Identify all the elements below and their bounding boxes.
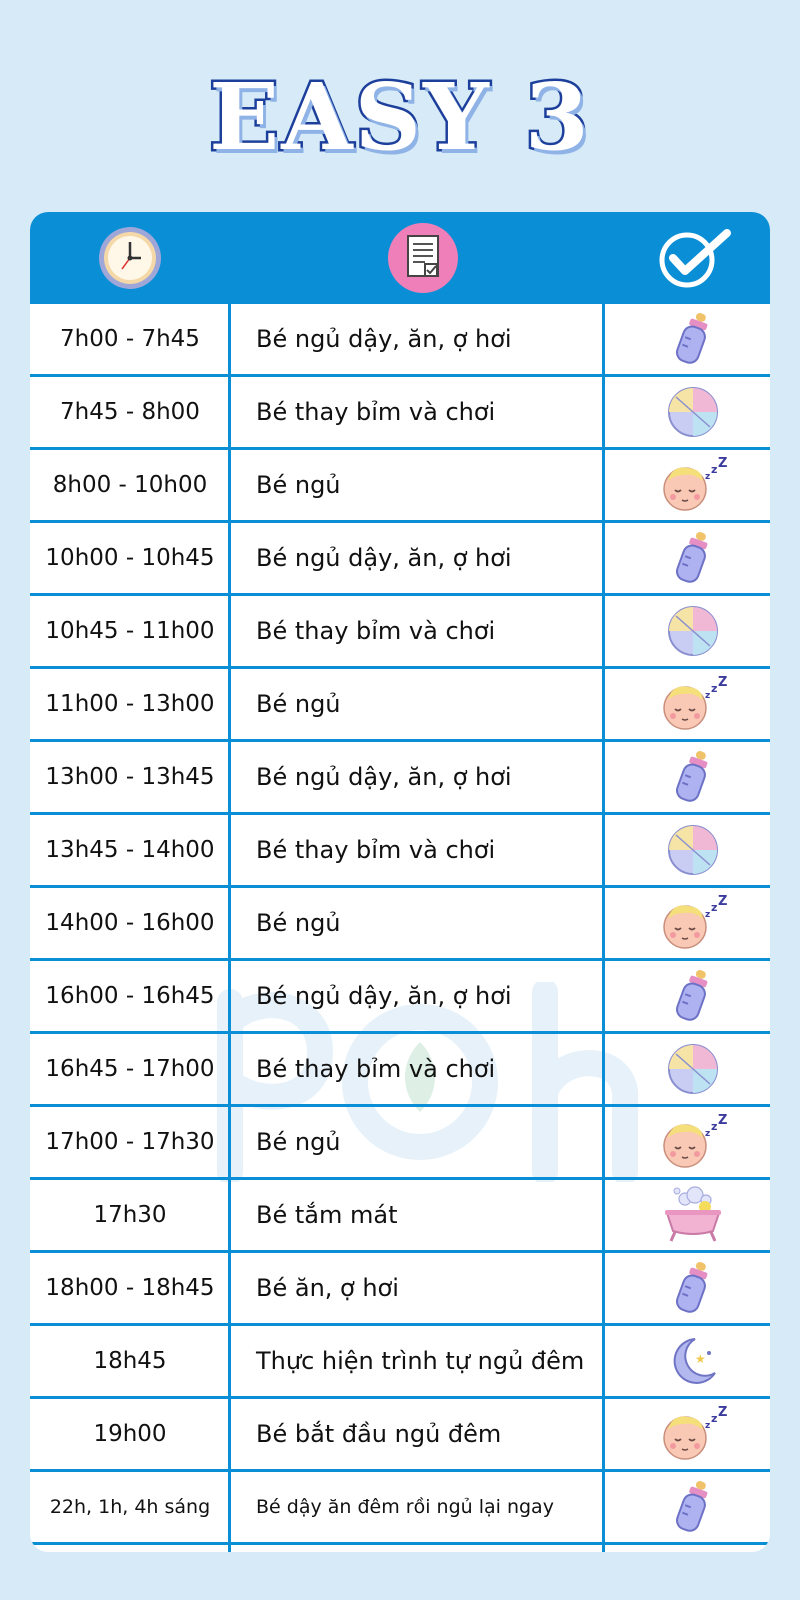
- time-cell: 7h45 - 8h00: [60, 399, 200, 425]
- table-row: [30, 961, 770, 1034]
- svg-text:Z: Z: [718, 1406, 728, 1420]
- activity-cell: Bé ăn, ợ hơi: [256, 1274, 399, 1302]
- svg-text:z: z: [705, 691, 711, 701]
- table-row: [30, 377, 770, 450]
- svg-text:Z: Z: [718, 895, 728, 909]
- bathtub-icon: [616, 1180, 770, 1250]
- activity-cell: Bé bắt đầu ngủ đêm: [256, 1420, 502, 1448]
- checklist-icon: [387, 222, 459, 294]
- sleeping-baby-icon: [616, 1107, 770, 1177]
- time-cell: 11h00 - 13h00: [45, 691, 215, 717]
- column-divider: [228, 212, 231, 1552]
- table-row: [30, 1472, 770, 1545]
- schedule-table: [30, 212, 770, 1552]
- time-cell: 17h30: [93, 1202, 167, 1228]
- activity-cell: Bé ngủ dậy, ăn, ợ hơi: [256, 763, 512, 791]
- activity-cell: Bé tắm mát: [256, 1201, 398, 1229]
- svg-text:z: z: [711, 682, 718, 695]
- table-header: [30, 212, 770, 304]
- activity-cell: Thực hiện trình tự ngủ đêm: [256, 1347, 585, 1375]
- activity-cell: Bé ngủ dậy, ăn, ợ hơi: [256, 325, 512, 353]
- header-time-cell: [30, 212, 230, 304]
- time-cell: 16h00 - 16h45: [45, 983, 215, 1009]
- table-row: [30, 1326, 770, 1399]
- svg-text:Z: Z: [718, 457, 728, 471]
- time-cell: 16h45 - 17h00: [45, 1056, 215, 1082]
- table-row: [30, 742, 770, 815]
- bottle-icon: [616, 523, 770, 593]
- ball-icon: [616, 1034, 770, 1104]
- table-row: [30, 888, 770, 961]
- svg-text:z: z: [711, 1120, 718, 1133]
- table-row: [30, 1253, 770, 1326]
- svg-text:z: z: [705, 1421, 711, 1431]
- time-cell: 17h00 - 17h30: [45, 1129, 215, 1155]
- bottle-icon: [616, 742, 770, 812]
- activity-cell: Bé ngủ: [256, 1128, 341, 1156]
- time-cell: 22h, 1h, 4h sáng: [49, 1496, 211, 1518]
- svg-text:z: z: [711, 1412, 718, 1425]
- table-row: [30, 669, 770, 742]
- time-cell: 19h00: [93, 1421, 167, 1447]
- activity-cell: Bé ngủ dậy, ăn, ợ hơi: [256, 982, 512, 1010]
- table-row: [30, 1399, 770, 1472]
- table-row: [30, 815, 770, 888]
- checkmark-icon: [653, 225, 733, 291]
- activity-cell: Bé thay bỉm và chơi: [256, 398, 496, 426]
- time-cell: 13h45 - 14h00: [45, 837, 215, 863]
- table-row: [30, 1107, 770, 1180]
- activity-cell: Bé ngủ: [256, 909, 341, 937]
- sleeping-baby-icon: [616, 450, 770, 520]
- ball-icon: [616, 815, 770, 885]
- activity-cell: Bé thay bỉm và chơi: [256, 617, 496, 645]
- time-cell: 7h00 - 7h45: [60, 326, 200, 352]
- time-cell: 18h00 - 18h45: [45, 1275, 215, 1301]
- svg-text:Z: Z: [718, 676, 728, 690]
- svg-text:★: ★: [695, 1352, 706, 1366]
- ball-icon: [616, 377, 770, 447]
- time-cell: 8h00 - 10h00: [52, 472, 208, 498]
- table-row: [30, 1034, 770, 1107]
- activity-cell: Bé thay bỉm và chơi: [256, 836, 496, 864]
- ball-icon: [616, 596, 770, 666]
- page-title: EASY 3: [209, 63, 591, 171]
- sleeping-baby-icon: [616, 1399, 770, 1469]
- table-row: [30, 596, 770, 669]
- svg-text:z: z: [705, 472, 711, 482]
- activity-cell: Bé dậy ăn đêm rồi ngủ lại ngay: [256, 1496, 554, 1518]
- svg-text:z: z: [705, 1129, 711, 1139]
- time-cell: 18h45: [93, 1348, 167, 1374]
- column-divider: [602, 212, 605, 1552]
- svg-text:z: z: [705, 910, 711, 920]
- sleeping-baby-icon: [616, 888, 770, 958]
- header-activity-cell: [230, 212, 616, 304]
- activity-cell: Bé thay bỉm và chơi: [256, 1055, 496, 1083]
- clock-icon: [97, 225, 163, 291]
- header-check-cell: [616, 212, 770, 304]
- time-cell: 13h00 - 13h45: [45, 764, 215, 790]
- svg-text:Z: Z: [718, 1114, 728, 1128]
- table-row: [30, 1180, 770, 1253]
- bottle-icon: [616, 1472, 770, 1542]
- svg-text:z: z: [711, 463, 718, 476]
- sleeping-baby-icon: [616, 669, 770, 739]
- activity-cell: Bé ngủ: [256, 690, 341, 718]
- bottle-icon: [616, 961, 770, 1031]
- time-cell: 10h45 - 11h00: [45, 618, 215, 644]
- svg-text:z: z: [711, 901, 718, 914]
- table-row: [30, 304, 770, 377]
- bottle-icon: [616, 304, 770, 374]
- time-cell: 10h00 - 10h45: [45, 545, 215, 571]
- time-cell: 14h00 - 16h00: [45, 910, 215, 936]
- table-row: [30, 450, 770, 523]
- table-row: [30, 523, 770, 596]
- bottle-icon: [616, 1253, 770, 1323]
- activity-cell: Bé ngủ: [256, 471, 341, 499]
- moon-icon: [616, 1326, 770, 1396]
- activity-cell: Bé ngủ dậy, ăn, ợ hơi: [256, 544, 512, 572]
